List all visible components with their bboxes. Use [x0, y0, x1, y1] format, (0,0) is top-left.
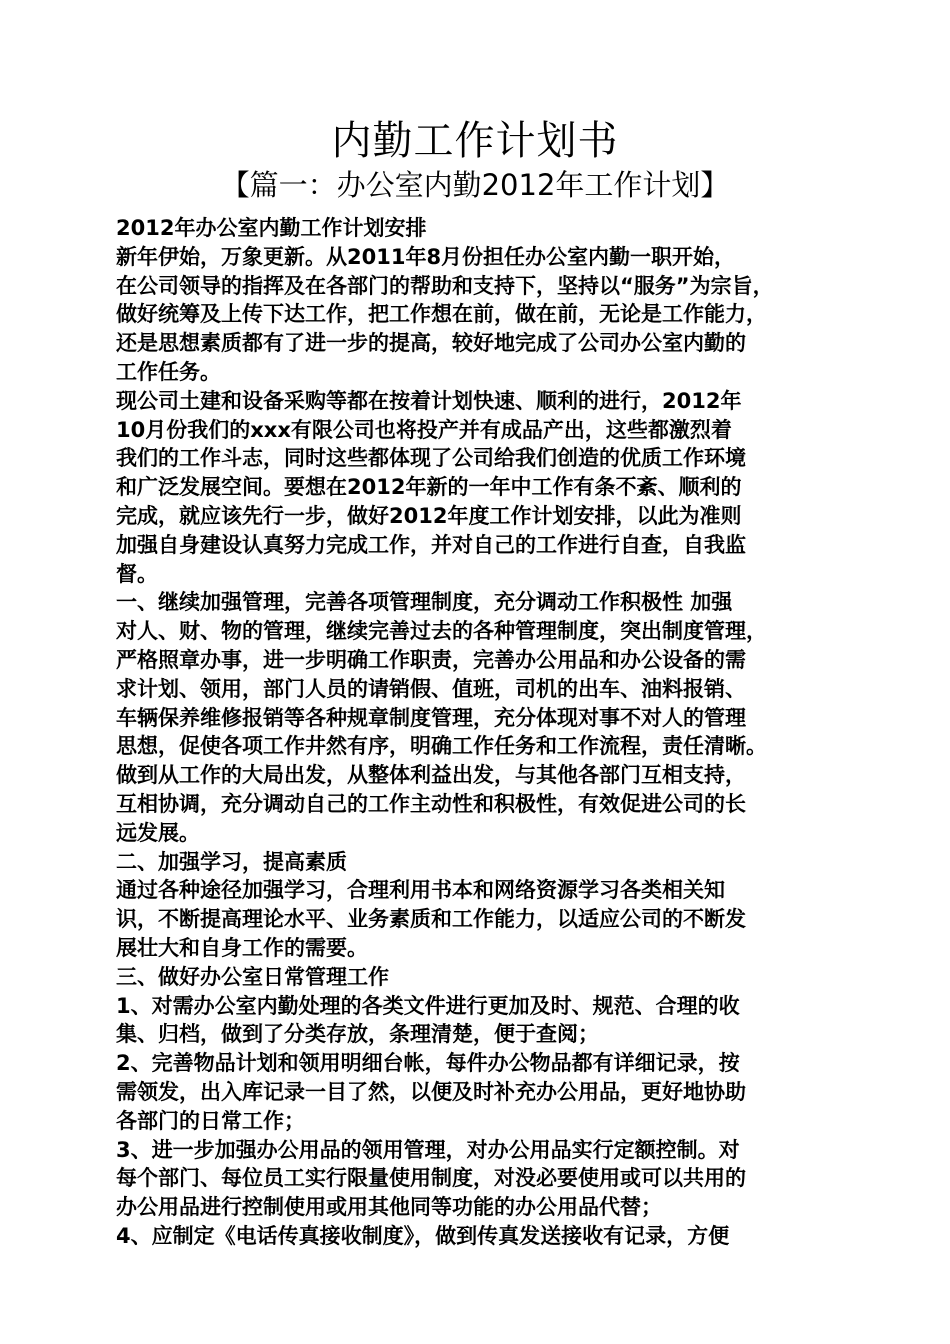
body-line: 车辆保养维修报销等各种规章制度管理，充分体现对事不对人的管理	[116, 705, 746, 730]
body-line: 集、归档，做到了分类存放，条理清楚，便于查阅；	[116, 1022, 599, 1047]
body-line: 督。	[116, 561, 158, 586]
body-line: 对人、财、物的管理，继续完善过去的各种管理制度，突出制度管理，	[116, 619, 767, 644]
body-line: 识，不断提高理论水平、业务素质和工作能力，以适应公司的不断发	[116, 907, 746, 932]
body-line: 每个部门、每位员工实行限量使用制度，对没必要使用或可以共用的	[116, 1166, 746, 1191]
body-line: 现公司土建和设备采购等都在按着计划快速、顺利的进行，2012年	[116, 388, 742, 413]
body-line: 一、继续加强管理，完善各项管理制度，充分调动工作积极性 加强	[116, 590, 733, 615]
body-line: 加强自身建设认真努力完成工作，并对自己的工作进行自查，自我监	[116, 532, 746, 557]
body-line: 互相协调，充分调动自己的工作主动性和积极性，有效促进公司的长	[116, 791, 746, 816]
body-line: 还是思想素质都有了进一步的提高，较好地完成了公司办公室内勤的	[116, 331, 746, 356]
body-line: 在公司领导的指挥及在各部门的帮助和支持下，坚持以“服务”为宗旨，	[116, 273, 774, 298]
body-line: 通过各种途径加强学习，合理利用书本和网络资源学习各类相关知	[116, 878, 725, 903]
body-line: 做到从工作的大局出发，从整体利益出发，与其他各部门互相支持，	[116, 763, 746, 788]
body-line: 1、对需办公室内勤处理的各类文件进行更加及时、规范、合理的收	[116, 993, 740, 1018]
body-line: 完成，就应该先行一步，做好2012年度工作计划安排，以此为准则	[116, 503, 742, 528]
body-line: 各部门的日常工作；	[116, 1108, 305, 1133]
body-line: 展壮大和自身工作的需要。	[116, 935, 368, 960]
body-line: 3、进一步加强办公用品的领用管理，对办公用品实行定额控制。对	[116, 1137, 740, 1162]
body-line: 2012年办公室内勤工作计划安排	[116, 216, 427, 240]
body-line: 二、加强学习，提高素质	[116, 849, 347, 874]
body-line: 严格照章办事，进一步明确工作职责，完善办公用品和办公设备的需	[116, 647, 746, 672]
body-line: 三、做好办公室日常管理工作	[116, 964, 389, 989]
body-line: 思想，促使各项工作井然有序，明确工作任务和工作流程，责任清晰。	[116, 734, 767, 759]
body-line: 新年伊始，万象更新。从2011年8月份担任办公室内勤一职开始，	[116, 244, 736, 269]
body-line: 和广泛发展空间。要想在2012年新的一年中工作有条不紊、顺利的	[116, 475, 742, 500]
body-line: 工作任务。	[116, 359, 221, 384]
document-body	[116, 214, 846, 1251]
document-subtitle: 【篇一：办公室内勤2012年工作计划】	[220, 168, 730, 202]
body-line: 2、完善物品计划和领用明细台帐，每件办公物品都有详细记录，按	[116, 1051, 740, 1076]
body-line: 需领发，出入库记录一目了然，以便及时补充办公用品，更好地协助	[116, 1079, 746, 1104]
body-line: 远发展。	[116, 820, 200, 845]
body-line: 10月份我们的xxx有限公司也将投产并有成品产出，这些都激烈着	[116, 417, 732, 442]
body-line: 4、应制定《电话传真接收制度》，做到传真发送接收有记录，方便	[116, 1223, 730, 1248]
body-line: 求计划、领用，部门人员的请销假、值班，司机的出车、油料报销、	[116, 676, 746, 701]
document-title: 内勤工作计划书	[331, 118, 619, 164]
body-line: 我们的工作斗志，同时这些都体现了公司给我们创造的优质工作环境	[116, 446, 746, 471]
body-line: 做好统筹及上传下达工作，把工作想在前，做在前，无论是工作能力，	[116, 302, 767, 327]
body-line: 办公用品进行控制使用或用其他同等功能的办公用品代替；	[116, 1195, 662, 1220]
